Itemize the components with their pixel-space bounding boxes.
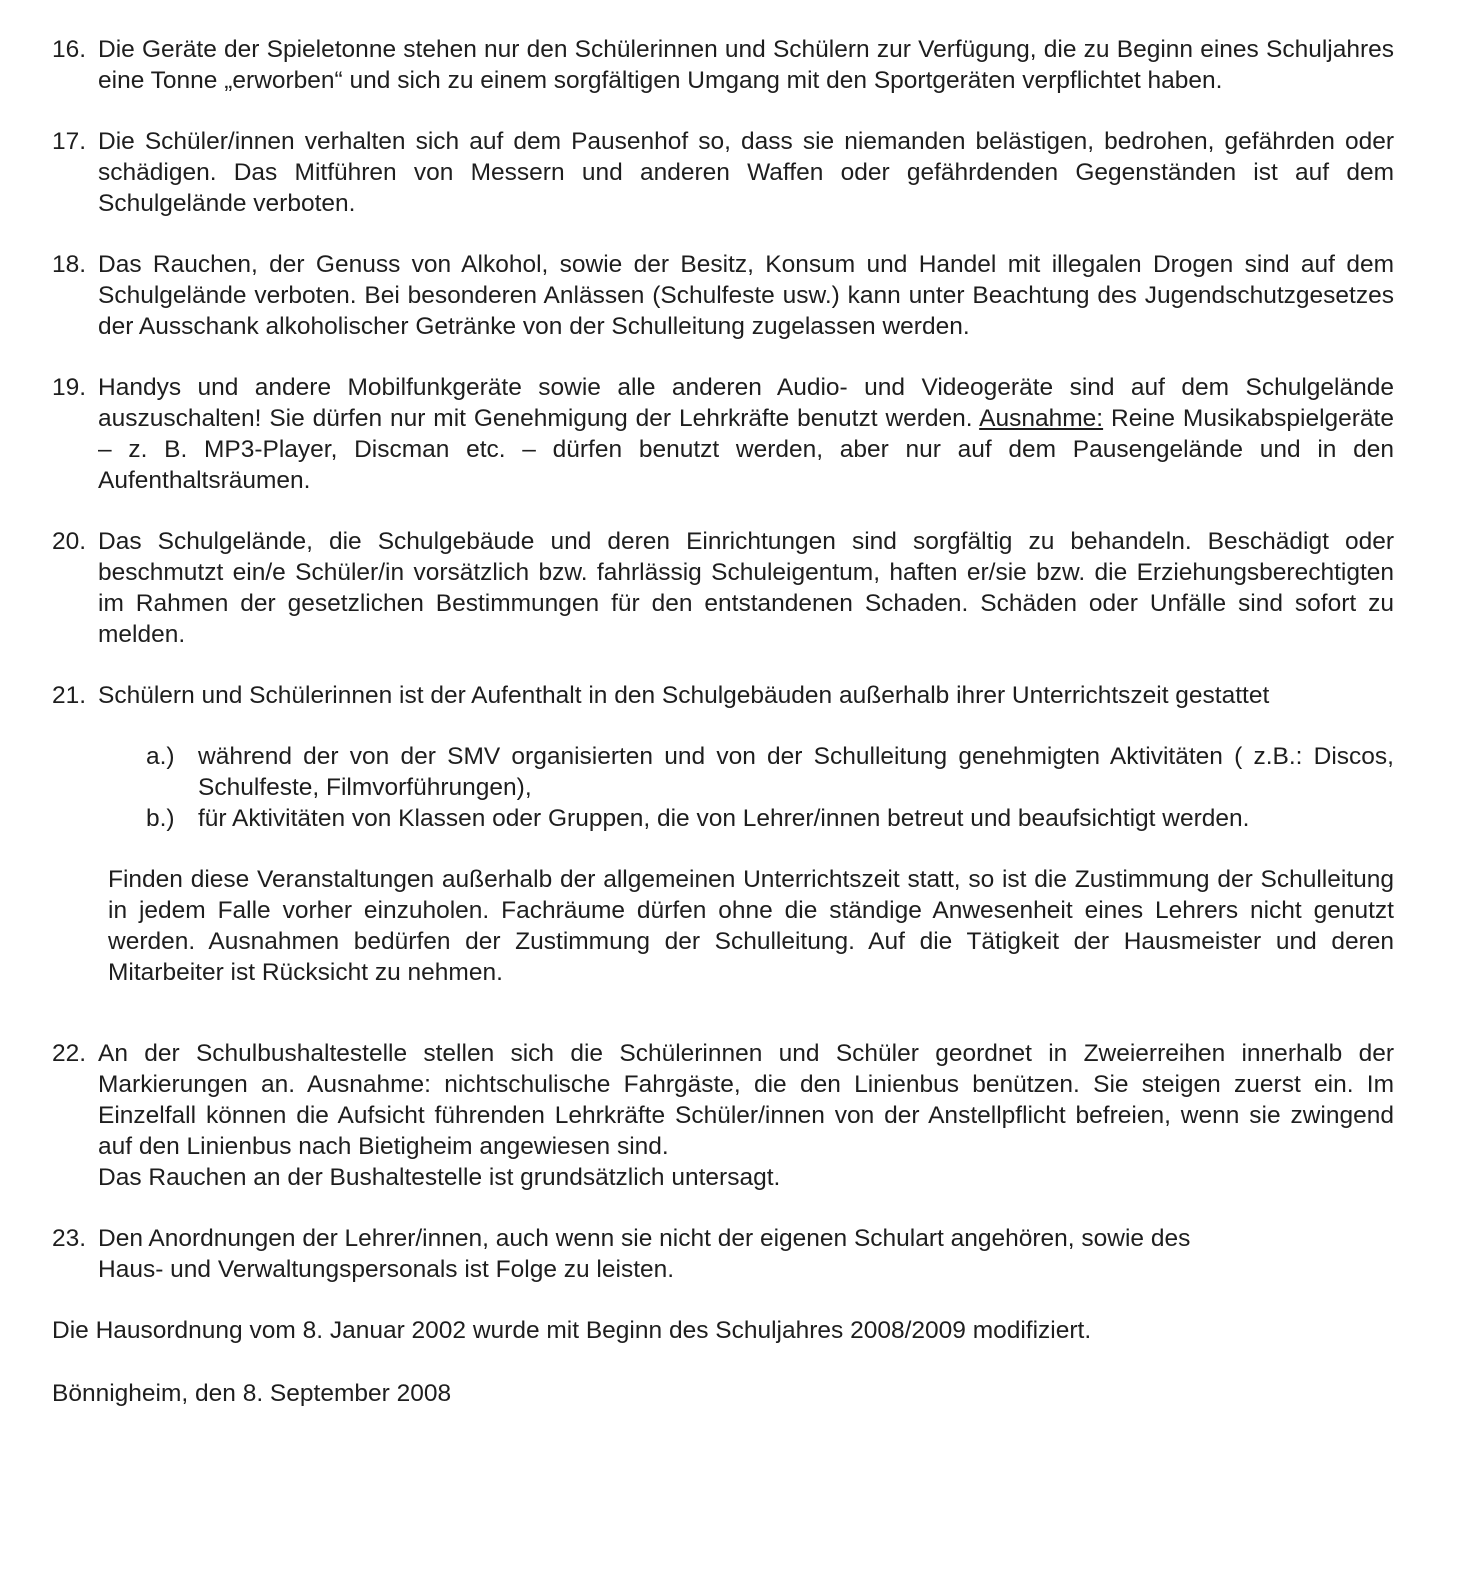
rule-text-line: Den Anordnungen der Lehrer/innen, auch wenn sie nicht der eigenen Schulart angehören, sowie des [98,1225,1191,1252]
rule-17 [52,126,1394,219]
rule-text: An der Schulbushaltestelle stellen sich die Schülerinnen und Schüler geordnet in Zweierreihen innerhalb der Markierungen an. Ausnahme: nichtschulische Fahrgäste, die den Linienbus benützen. Sie steigen zuerst ein. Im Einzelfall können die Aufsicht führenden Lehrkräfte Schüler/innen von der Anstellpflicht befreien, wenn sie zwingend auf den Linienbus nach Bietigheim angewiesen sind. [98,1040,1394,1160]
sublist-item-a [146,741,1394,803]
place-and-date: Bönnigheim, den 8. September 2008 [52,1380,452,1407]
exception-label: Ausnahme: [979,405,1104,432]
rule-text: Die Geräte der Spieletonne stehen nur den Schülerinnen und Schülern zur Verfügung, die zu Beginn eines Schuljahres eine Tonne „erworben“ und sich zu einem sorgfältigen Umgang mit den Sportgeräten verpflichtet haben. [98,36,1394,94]
rule-text-addendum: Das Rauchen an der Bushaltestelle ist grundsätzlich untersagt. [98,1164,781,1191]
rule-text: Schülern und Schülerinnen ist der Aufenthalt in den Schulgebäuden außerhalb ihrer Unterrichtszeit gestattet [98,682,1270,709]
rule-number: 23. [52,1225,87,1252]
rule-number: 21. [52,682,87,709]
sublist-item-b [146,803,1394,834]
rule-22 [52,1038,1394,1193]
rule-text: Die Schüler/innen verhalten sich auf dem Pausenhof so, dass sie niemanden belästigen, bedrohen, gefährden oder schädigen. Das Mitführen von Messern und anderen Waffen oder gefährdenden Gegenständen ist auf dem Schulgelände verboten. [98,128,1394,217]
house-rules-document [52,34,1394,1441]
rule-number: 20. [52,528,87,555]
sublist-label: a.) [146,743,175,770]
rule-23 [52,1223,1394,1285]
rule-number: 16. [52,36,87,63]
rule-number: 19. [52,374,87,401]
rule-text-part: Reine Musikabspielgeräte – z. B. MP3-Player, Discman etc. – dürfen benutzt werden, aber nur auf dem Pausengelände und in den Aufenthaltsräumen. [98,405,1394,494]
rule-19 [52,372,1394,496]
sublist-text: während der von der SMV organisierten und von der Schulleitung genehmigten Aktivitäten ( z.B.: Discos, Schulfeste, Filmvorführungen), [198,743,1394,801]
rule-number: 17. [52,128,87,155]
rule-21-sublist [146,741,1394,834]
rule-21 [52,680,1394,988]
modification-note: Die Hausordnung vom 8. Januar 2002 wurde mit Beginn des Schuljahres 2008/2009 modifiziert. [52,1317,1092,1344]
rule-number: 22. [52,1040,87,1067]
rule-text: Das Schulgelände, die Schulgebäude und deren Einrichtungen sind sorgfältig zu behandeln. Beschädigt oder beschmutzt ein/e Schüler/in vorsätzlich bzw. fahrlässig Schuleigentum, haften er/sie bzw. die Erziehungsberechtigten im Rahmen der gesetzlichen Bestimmungen für den entstandenen Schaden. Schäden oder Unfälle sind sofort zu melden. [98,528,1394,648]
rule-21-followup: Finden diese Veranstaltungen außerhalb der allgemeinen Unterrichtszeit statt, so ist die Zustimmung der Schulleitung in jedem Falle vorher einzuholen. Fachräume dürfen ohne die ständige Anwesenheit eines Lehrers nicht genutzt werden. Ausnahmen bedürfen der Zustimmung der Schulleitung. Auf die Tätigkeit der Hausmeister und deren Mitarbeiter ist Rücksicht zu nehmen. [108,866,1394,986]
rule-number: 18. [52,251,87,278]
rule-text: Das Rauchen, der Genuss von Alkohol, sowie der Besitz, Konsum und Handel mit illegalen Drogen sind auf dem Schulgelände verboten. Bei besonderen Anlässen (Schulfeste usw.) kann unter Beachtung des Jugendschutzgesetzes der Ausschank alkoholischer Getränke von der Schulleitung zugelassen werden. [98,251,1394,340]
rule-16 [52,34,1394,96]
rule-text-line: Haus- und Verwaltungspersonals ist Folge zu leisten. [98,1256,675,1283]
rule-text-part: Handys und andere Mobilfunkgeräte sowie alle anderen Audio- und Videogeräte sind auf dem Schulgelände auszuschalten! Sie dürfen nur mit Genehmigung der Lehrkräfte benutzt werden. [98,374,1394,432]
rule-text [98,372,1394,496]
sublist-label: b.) [146,805,175,832]
sublist-text: für Aktivitäten von Klassen oder Gruppen, die von Lehrer/innen betreut und beaufsichtigt werden. [198,805,1250,832]
rule-20 [52,526,1394,650]
rule-18 [52,249,1394,342]
